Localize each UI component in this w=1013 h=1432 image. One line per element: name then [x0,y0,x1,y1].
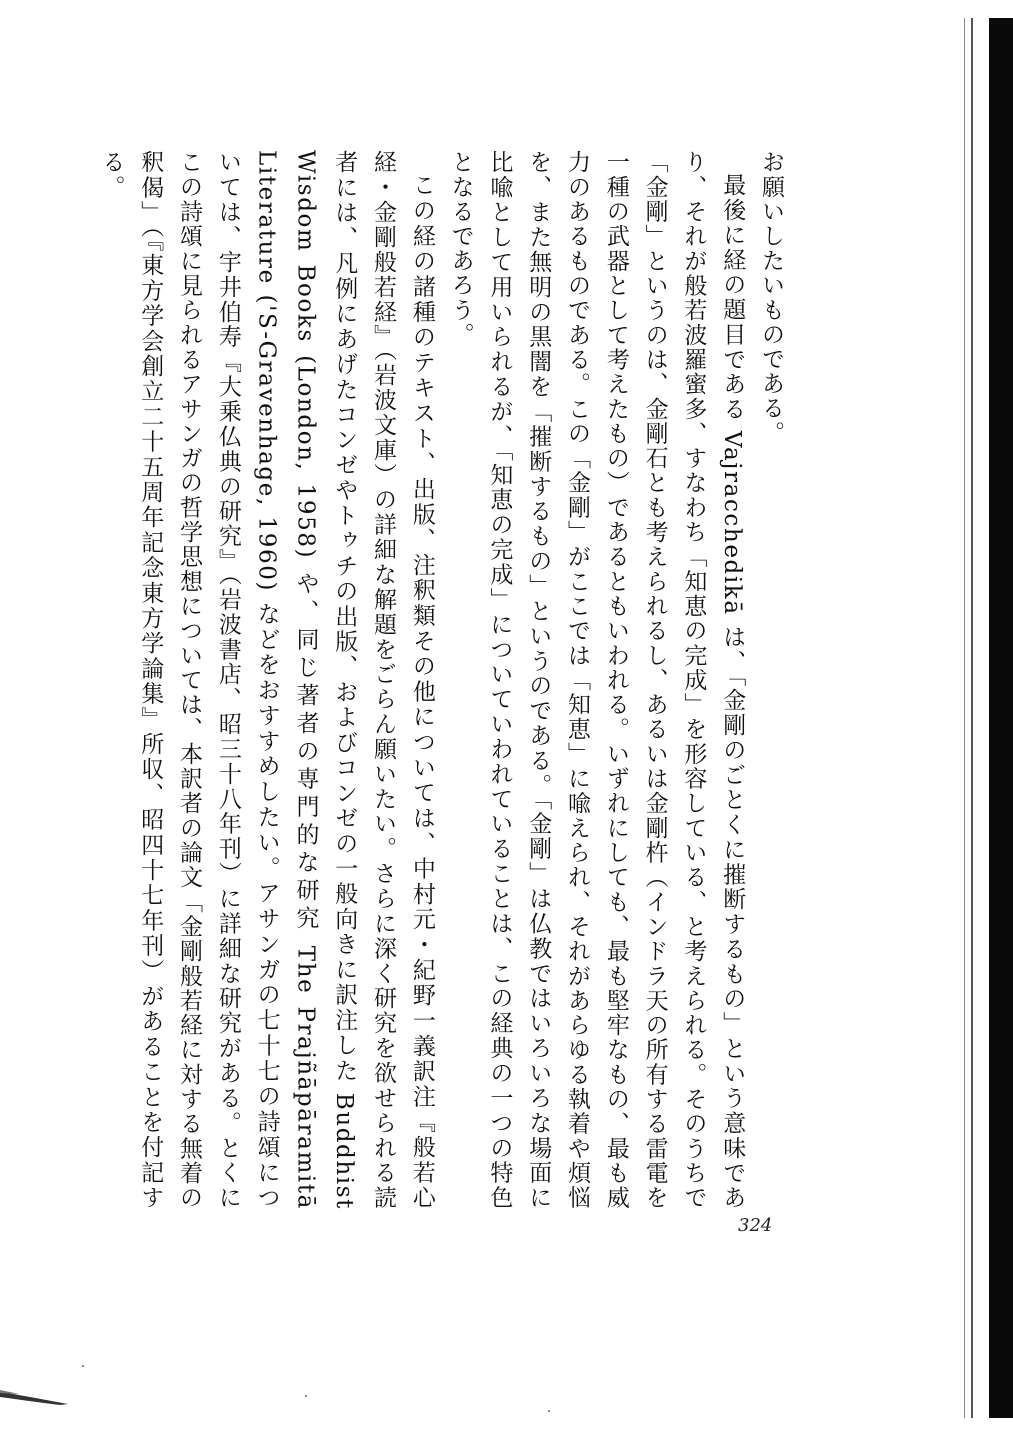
page-number: 324 [738,1215,773,1236]
binding-edge-line [971,18,973,1418]
scan-dust [305,1395,307,1397]
paragraph-1: お願いしたいものである。 [758,150,784,446]
scan-smudge [0,1388,70,1408]
scan-dust [82,1365,84,1367]
binding-edge-shadow [989,18,1013,1418]
vertical-text-block [98,150,790,1210]
paragraph-3: この経の諸種のテキスト、出版、注釈類その他については、中村元・紀野一義訳注『般若心経・金剛般若経』（岩波文庫）の詳細な解題をごらん願いたい。さらに深く研究を欲せられる読者には、凡例にあげたコンゼやトゥチの出版、およびコンゼの一般向きに訳注した Buddhist Wisdom Books (London, 1958) や、同じ著者の専門的な研究 The Prajñāpāramitā Literature ('S-Gravenhage, 1960) などをおすすめしたい。アサンガの七十七の詩頌については、宇井伯寿『大乗仏典の研究』（岩波書店、昭三十八年刊）に詳細な研究がある。とくにこの詩頌に見られるアサンガの哲学思想については、本訳者の論文「金剛般若経に対する無着の釈偈」（『東方学会創立二十五周年記念東方学論集』所収、昭四十七年刊）があることを付記する。 [98,150,435,1210]
paragraph-2: 最後に経の題目である Vajracchedikā は、「金剛のごとくに摧断するもの」という意味であり、それが般若波羅蜜多、すなわち「知恵の完成」を形容している、と考えられる。そのうちで「金剛」というのは、金剛石とも考えられるし、あるいは金剛杵（インドラ天の所有する雷電を一種の武器として考えたもの）であるともいわれる。いずれにしても、最も堅牢なもの、最も威力のあるものである。この「金剛」がここでは「知恵」に喩えられ、それがあらゆる執着や煩悩を、また無明の黒闇を「摧断するもの」というのである。「金剛」は仏教ではいろいろな場面に比喩として用いられるが、「知恵の完成」についていわれていることは、この経典の一つの特色となるであろう。 [447,150,746,1210]
binding-edge-line [964,18,965,1418]
scan-dust [548,1410,550,1412]
